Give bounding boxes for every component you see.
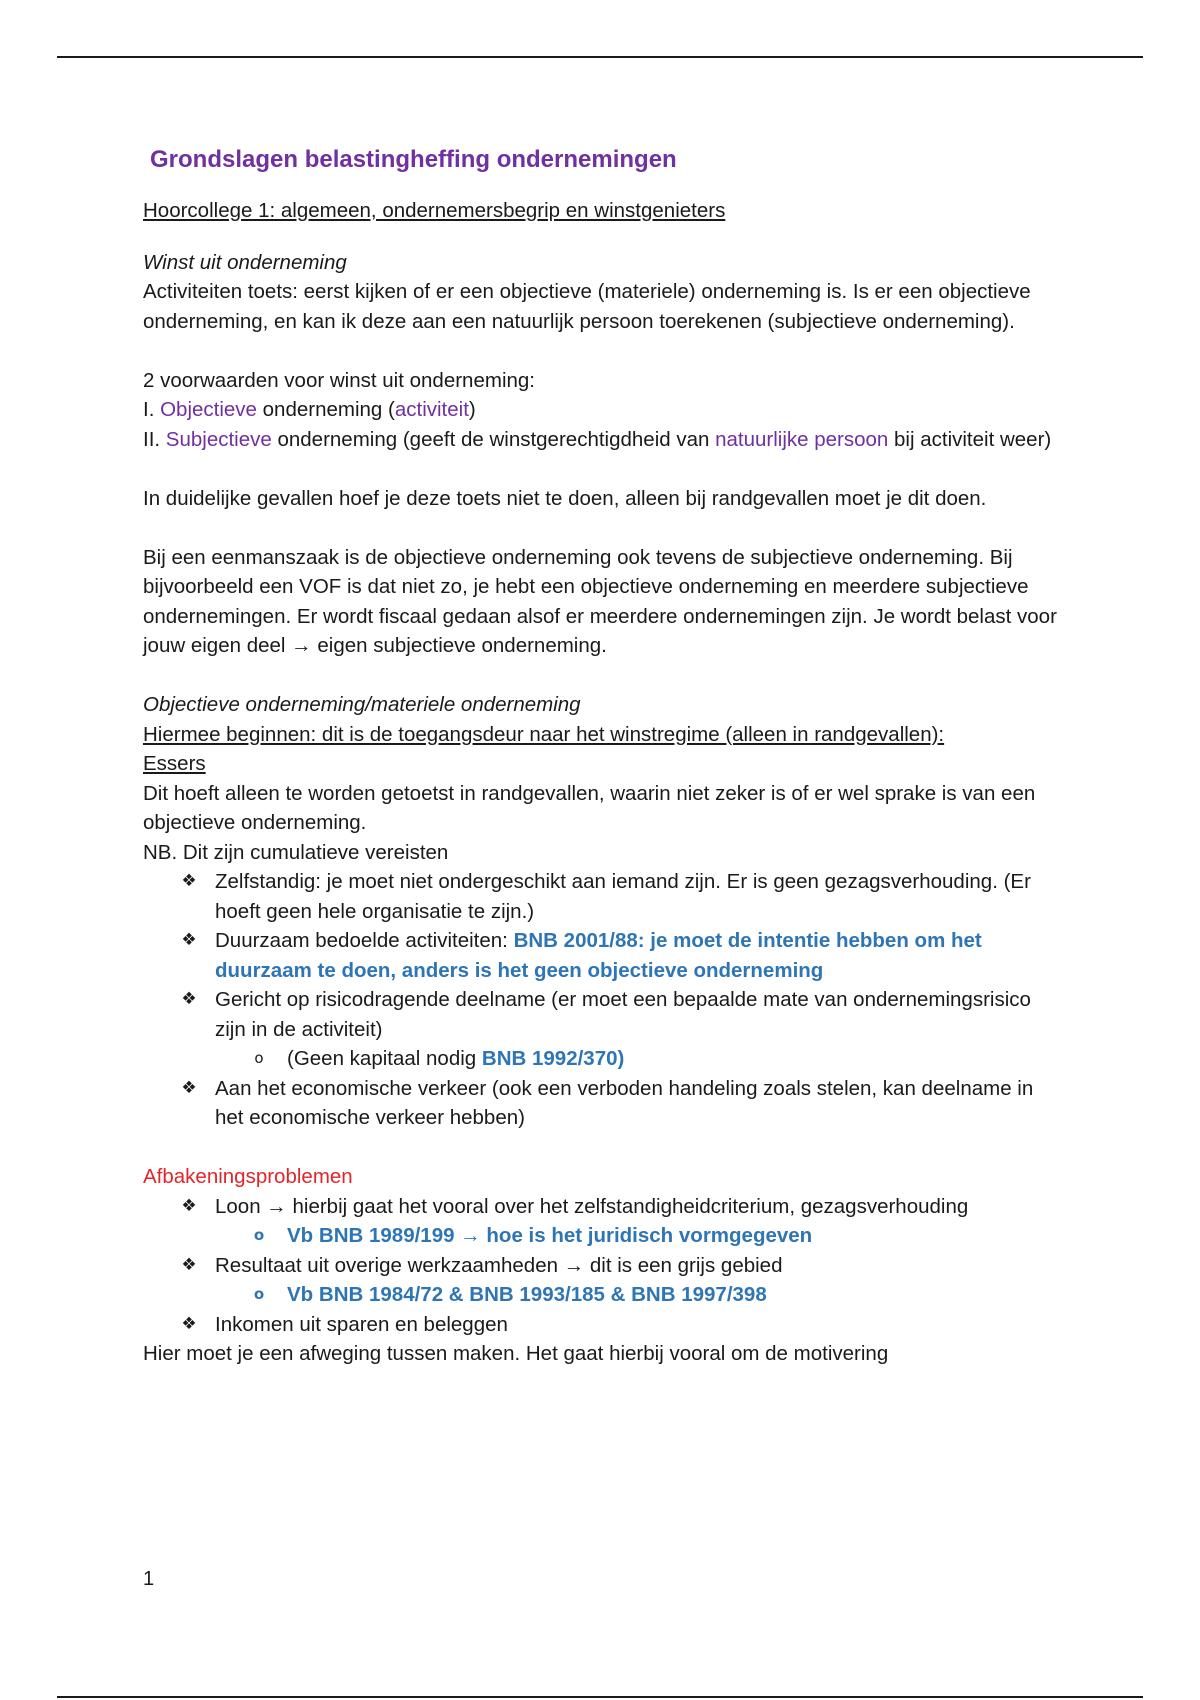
diamond-bullet-icon: ❖ — [181, 1313, 197, 1334]
page-number: 1 — [143, 1568, 155, 1590]
case-reference: Vb BNB 1989/199 → hoe is het juridisch vormgegeven — [287, 1224, 813, 1247]
condition-item-1: I. Objectieve onderneming (activiteit) — [143, 398, 476, 421]
lecture-heading: Hoorcollege 1: algemeen, ondernemersbegrip en winstgenieters — [143, 199, 726, 222]
list-item: ❖ Resultaat uit overige werkzaamheden → dit is een grijs gebied o Vb BNB 1984/72 & BNB 1993/185 & BNB 1997/398 — [215, 1251, 1063, 1310]
diamond-bullet-icon: ❖ — [181, 930, 197, 950]
arrow-icon: → — [285, 634, 318, 657]
document-body — [143, 140, 1063, 1369]
section-heading-objectieve: Objectieve onderneming/materiele onderneming — [143, 693, 581, 716]
paragraph-essers: Hiermee beginnen: dit is de toegangsdeur naar het winstregime (alleen in randgevallen): Essers — [143, 722, 945, 775]
diamond-bullet-icon: ❖ — [181, 1254, 197, 1275]
list-item: ❖ Loon → hierbij gaat het vooral over het zelfstandigheidcriterium, gezagsverhouding o Vb BNB 1989/199 → hoe is het juridisch vormgegeven — [215, 1192, 1063, 1251]
section-heading-afbakening: Afbakeningsproblemen — [143, 1165, 353, 1188]
term-activiteit: activiteit — [394, 398, 469, 421]
term-natuurlijke-persoon: natuurlijke persoon — [715, 427, 889, 451]
sub-list-item — [253, 1221, 1063, 1251]
sub-list-item: o (Geen kapitaal nodig BNB 1992/370) — [287, 1044, 1063, 1074]
paragraph-vof: Bij een eenmanszaak is de objectieve onderneming ook tevens de subjectieve onderneming. Bij bijvoorbeeld een VOF is dat niet zo, je hebt een objectieve onderneming en meerdere subjectieve ondernemingen. Er wordt fiscaal gedaan alsof er meerdere ondernemingen zijn. Je wordt belast voor jouw eigen deel → eigen subjectieve onderneming. — [143, 545, 1057, 657]
sub-list — [215, 1280, 1063, 1310]
diamond-bullet-icon: ❖ — [181, 1077, 197, 1098]
paragraph-clear-cases: In duidelijke gevallen hoef je deze toets niet te doen, alleen bij randgevallen moet je dit doen. — [143, 486, 987, 510]
afbakening-list — [143, 1192, 1063, 1340]
case-reference: Vb BNB 1984/72 & BNB 1993/185 & BNB 1997/398 — [287, 1283, 767, 1306]
list-item: ❖ Zelfstandig: je moet niet ondergeschikt aan iemand zijn. Er is geen gezagsverhouding. (Er hoeft geen hele organisatie te zijn.) — [215, 867, 1063, 926]
paragraph-randgevallen: Dit hoeft alleen te worden getoetst in randgevallen, waarin niet zeker is of er wel sprake is van een objectieve onderneming. — [143, 781, 1036, 834]
circle-bullet-icon: o — [254, 1049, 264, 1067]
closing-paragraph: Hier moet je een afweging tussen maken. Het gaat hierbij vooral om de motivering — [143, 1342, 889, 1365]
diamond-bullet-icon: ❖ — [181, 989, 197, 1009]
section-heading-winst: Winst uit onderneming — [143, 250, 347, 274]
nb-note: NB. Dit zijn cumulatieve vereisten — [143, 840, 449, 864]
list-item: ❖ Inkomen uit sparen en beleggen — [215, 1310, 1063, 1340]
sub-list-item — [253, 1280, 1063, 1310]
sub-list — [215, 1044, 1063, 1074]
term-objectieve: Objectieve — [160, 398, 257, 421]
diamond-bullet-icon: ❖ — [181, 871, 197, 891]
paragraph-activiteiten-toets: Activiteiten toets: eerst kijken of er een objectieve (materiele) onderneming is. Is er een objectieve onderneming, en kan ik deze aan een natuurlijk persoon toerekenen (subjectieve onderneming). — [143, 280, 1031, 333]
circle-bullet-icon: o — [253, 1226, 265, 1244]
circle-bullet-icon: o — [253, 1285, 265, 1303]
list-item: ❖ Gericht op risicodragende deelname (er moet een bepaalde mate van ondernemingsrisico zijn in de activiteit) o (Geen kapitaal nodig BNB 1992/370) — [215, 985, 1063, 1074]
diamond-bullet-icon: ❖ — [181, 1195, 197, 1216]
condition-item-2: II. Subjectieve onderneming (geeft de winstgerechtigdheid van natuurlijke persoon bij activiteit weer) — [143, 427, 1052, 451]
header-rule — [57, 56, 1143, 58]
footer-rule — [57, 1696, 1143, 1698]
sub-list — [215, 1221, 1063, 1251]
case-reference: BNB 2001/88: je moet de intentie hebben om het duurzaam te doen, anders is het geen objectieve onderneming — [215, 929, 982, 982]
requirements-list — [143, 867, 1063, 1133]
list-item: ❖ Duurzaam bedoelde activiteiten: BNB 2001/88: je moet de intentie hebben om het duurzaam te doen, anders is het geen objectieve onderneming — [215, 926, 1063, 985]
term-subjectieve: Subjectieve — [165, 427, 272, 451]
document-title: Grondslagen belastingheffing ondernemingen — [150, 146, 677, 173]
conditions-intro: 2 voorwaarden voor winst uit onderneming: — [143, 368, 535, 392]
list-item: ❖ Aan het economische verkeer (ook een verboden handeling zoals stelen, kan deelname in het economische verkeer hebben) — [215, 1074, 1063, 1133]
case-reference: BNB 1992/370) — [481, 1047, 625, 1070]
